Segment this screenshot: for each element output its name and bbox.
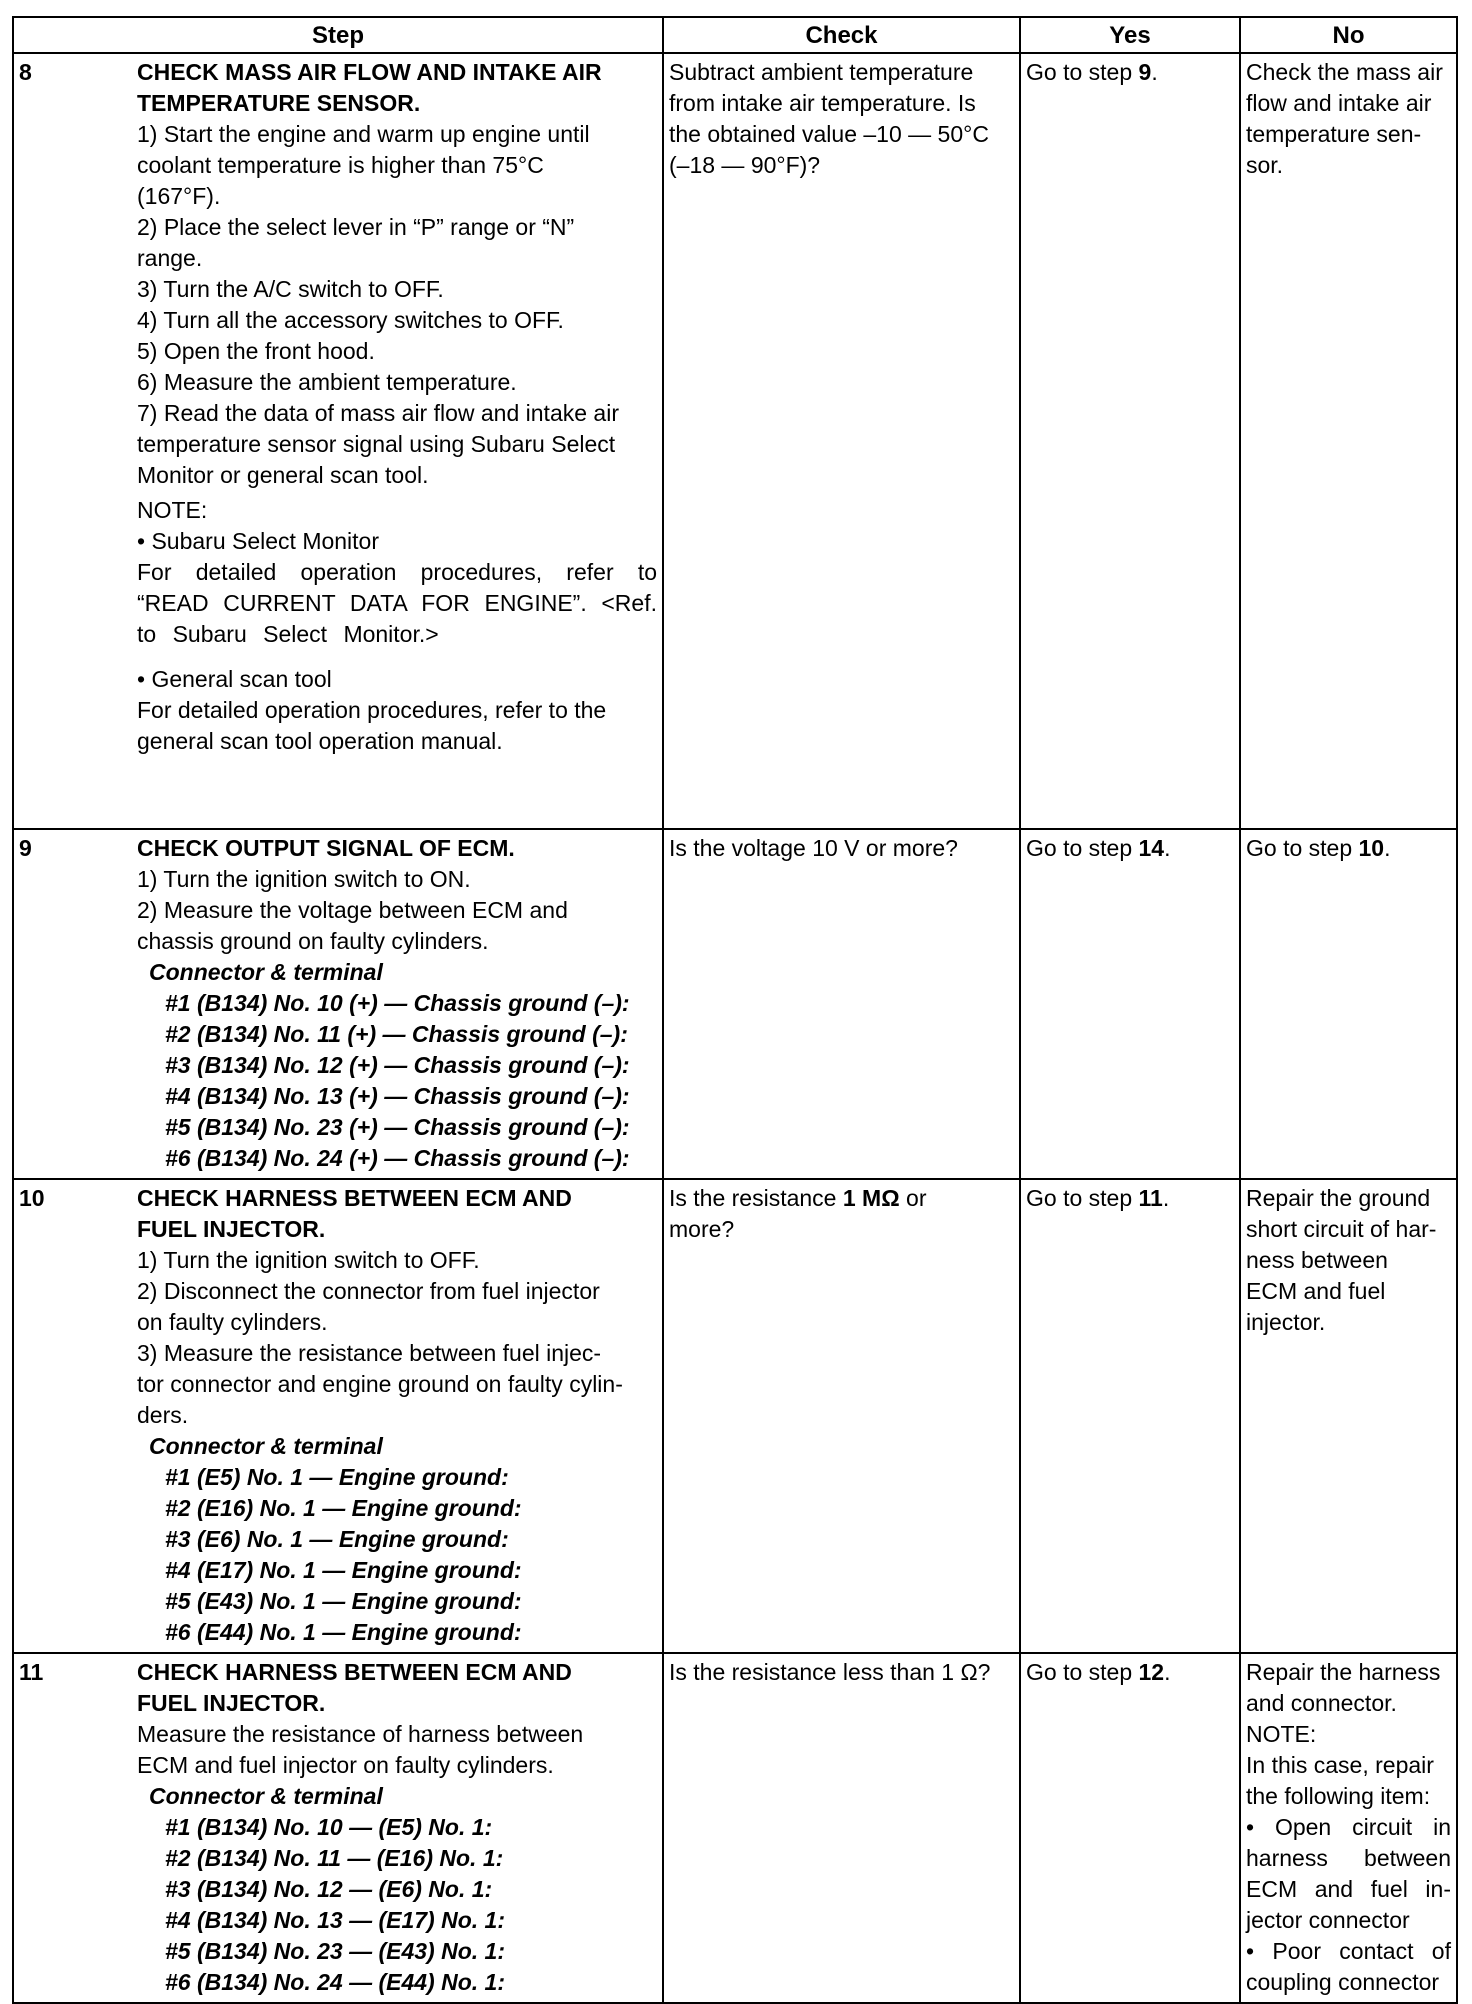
check-cell <box>663 1653 1020 2003</box>
step-number: 10 <box>19 1185 45 1211</box>
connector-terminal: #6 (B134) No. 24 (+) — Chassis ground (–): <box>165 1145 630 1171</box>
header-check: Check <box>663 17 1020 53</box>
no-text: ECM and fuel <box>1246 1278 1386 1304</box>
step-text: 3) Turn the A/C switch to OFF. <box>137 276 444 302</box>
note-label: NOTE: <box>137 497 208 523</box>
yes-cell <box>1020 53 1240 829</box>
note-text: the following item: <box>1246 1783 1431 1809</box>
yes-text: Go to step <box>1026 835 1139 861</box>
step-text: 2) Place the select lever in “P” range or “N” <box>137 214 575 240</box>
connector-terminal: #4 (B134) No. 13 (+) — Chassis ground (–): <box>165 1083 630 1109</box>
connector-terminal: #2 (B134) No. 11 (+) — Chassis ground (–): <box>165 1021 628 1047</box>
note-text: ECM and fuel in- <box>1246 1876 1451 1902</box>
step-text: 5) Open the front hood. <box>137 338 375 364</box>
table-row <box>13 1653 1457 2003</box>
check-cell <box>663 53 1020 829</box>
step-text: 7) Read the data of mass air flow and intake air <box>137 400 619 426</box>
check-text <box>669 1183 1014 1214</box>
step-text: 2) Measure the voltage between ECM and <box>137 897 568 923</box>
no-text: injector. <box>1246 1309 1326 1335</box>
step-title: CHECK OUTPUT SIGNAL OF ECM. <box>137 835 515 861</box>
yes-step-number: 9 <box>1138 59 1152 85</box>
step-title: CHECK HARNESS BETWEEN ECM AND <box>137 1659 572 1685</box>
step-cell <box>13 1653 663 2003</box>
step-text: 2) Disconnect the connector from fuel injector <box>137 1278 600 1304</box>
no-text: short circuit of har- <box>1246 1216 1437 1242</box>
no-suffix: . <box>1384 835 1391 861</box>
step-number: 11 <box>19 1659 44 1685</box>
no-text: and connector. <box>1246 1690 1397 1716</box>
connector-terminal: #3 (B134) No. 12 — (E6) No. 1: <box>165 1876 493 1902</box>
note-text: • General scan tool <box>137 666 332 692</box>
diagnostic-table <box>12 16 1458 2004</box>
yes-text: Go to step <box>1026 59 1139 85</box>
note-text: • Open circuit in <box>1246 1814 1451 1840</box>
step-title: CHECK HARNESS BETWEEN ECM AND <box>137 1185 572 1211</box>
connector-terminal: #4 (B134) No. 13 — (E17) No. 1: <box>165 1907 505 1933</box>
connector-terminal: #2 (B134) No. 11 — (E16) No. 1: <box>165 1845 504 1871</box>
yes-cell <box>1020 1179 1240 1653</box>
connector-terminal: #5 (E43) No. 1 — Engine ground: <box>165 1588 522 1614</box>
note-text: In this case, repair <box>1246 1752 1434 1778</box>
step-text: (167°F). <box>137 183 221 209</box>
connector-terminal: #6 (E44) No. 1 — Engine ground: <box>165 1619 522 1645</box>
connector-terminal: #5 (B134) No. 23 (+) — Chassis ground (–): <box>165 1114 630 1140</box>
note-text: coupling connector <box>1246 1969 1440 1995</box>
yes-text: Go to step <box>1026 1185 1139 1211</box>
step-number: 9 <box>19 835 32 861</box>
step-title: TEMPERATURE SENSOR. <box>137 90 421 116</box>
note-text: • Subaru Select Monitor <box>137 528 380 554</box>
step-text: tor connector and engine ground on faulty cylin- <box>137 1371 623 1397</box>
connector-terminal: #3 (B134) No. 12 (+) — Chassis ground (–): <box>165 1052 630 1078</box>
step-text: range. <box>137 245 203 271</box>
no-cell <box>1240 1179 1457 1653</box>
step-text: temperature sensor signal using Subaru Select <box>137 431 616 457</box>
yes-cell <box>1020 829 1240 1179</box>
note-text: general scan tool operation manual. <box>137 728 503 754</box>
step-number: 8 <box>19 59 32 85</box>
no-text: Go to step <box>1246 835 1359 861</box>
check-text: from intake air temperature. Is <box>669 90 976 116</box>
step-cell <box>13 1179 663 1653</box>
step-text: 1) Turn the ignition switch to ON. <box>137 866 471 892</box>
yes-step-number: 12 <box>1138 1659 1165 1685</box>
check-text: (–18 — 90°F)? <box>669 152 821 178</box>
connector-terminal: #6 (B134) No. 24 — (E44) No. 1: <box>165 1969 505 1995</box>
step-cell <box>13 829 663 1179</box>
note-text: “READ CURRENT DATA FOR ENGINE”. <Ref. <box>137 590 657 616</box>
note-text: For detailed operation procedures, refer to the <box>137 697 607 723</box>
step-text: 3) Measure the resistance between fuel injec- <box>137 1340 602 1366</box>
yes-step-number: 14 <box>1138 835 1165 861</box>
step-text: Monitor or general scan tool. <box>137 462 429 488</box>
table-header-row <box>13 17 1457 53</box>
step-text: on faulty cylinders. <box>137 1309 328 1335</box>
check-text: Is the resistance less than 1 Ω? <box>669 1659 991 1685</box>
check-text: Is the voltage 10 V or more? <box>669 835 958 861</box>
header-no: No <box>1240 17 1457 53</box>
connector-terminal: #1 (B134) No. 10 — (E5) No. 1: <box>165 1814 493 1840</box>
no-step-number: 10 <box>1358 835 1385 861</box>
connector-heading: Connector & terminal <box>149 1433 383 1459</box>
yes-suffix: . <box>1151 59 1158 85</box>
check-cell <box>663 1179 1020 1653</box>
step-text: 6) Measure the ambient temperature. <box>137 369 517 395</box>
yes-cell <box>1020 1653 1240 2003</box>
connector-heading: Connector & terminal <box>149 1783 383 1809</box>
note-text: harness between <box>1246 1845 1451 1871</box>
step-text: 1) Turn the ignition switch to OFF. <box>137 1247 480 1273</box>
step-title: FUEL INJECTOR. <box>137 1216 326 1242</box>
note-text: For detailed operation procedures, refer to <box>137 559 657 585</box>
check-text-part: Is the resistance <box>669 1185 843 1211</box>
step-text: 4) Turn all the accessory switches to OFF. <box>137 307 564 333</box>
step-cell <box>13 53 663 829</box>
step-text: coolant temperature is higher than 75°C <box>137 152 544 178</box>
connector-terminal: #3 (E6) No. 1 — Engine ground: <box>165 1526 509 1552</box>
yes-step-number: 11 <box>1138 1185 1163 1211</box>
check-text-part: or <box>899 1185 927 1211</box>
note-text: to Subaru Select Monitor.> <box>137 621 439 647</box>
check-cell <box>663 829 1020 1179</box>
table-row <box>13 829 1457 1179</box>
no-text: Repair the harness <box>1246 1659 1441 1685</box>
step-text: chassis ground on faulty cylinders. <box>137 928 489 954</box>
step-text: 1) Start the engine and warm up engine until <box>137 121 590 147</box>
connector-terminal: #2 (E16) No. 1 — Engine ground: <box>165 1495 522 1521</box>
check-text: the obtained value –10 — 50°C <box>669 121 989 147</box>
connector-heading: Connector & terminal <box>149 959 383 985</box>
step-title: FUEL INJECTOR. <box>137 1690 326 1716</box>
connector-terminal: #1 (B134) No. 10 (+) — Chassis ground (–): <box>165 990 630 1016</box>
connector-terminal: #4 (E17) No. 1 — Engine ground: <box>165 1557 522 1583</box>
table-row <box>13 1179 1457 1653</box>
no-text: flow and intake air <box>1246 90 1432 116</box>
note-text: jector connector <box>1246 1907 1410 1933</box>
header-yes: Yes <box>1020 17 1240 53</box>
no-text: Check the mass air <box>1246 59 1443 85</box>
check-value: 1 MΩ <box>842 1185 900 1211</box>
no-text: Repair the ground <box>1246 1185 1431 1211</box>
connector-terminal: #5 (B134) No. 23 — (E43) No. 1: <box>165 1938 505 1964</box>
no-cell <box>1240 1653 1457 2003</box>
connector-terminal: #1 (E5) No. 1 — Engine ground: <box>165 1464 509 1490</box>
check-text: Subtract ambient temperature <box>669 59 974 85</box>
no-text: sor. <box>1246 152 1284 178</box>
no-cell <box>1240 53 1457 829</box>
note-label: NOTE: <box>1246 1721 1317 1747</box>
note-text: • Poor contact of <box>1246 1938 1451 1964</box>
step-text: ders. <box>137 1402 189 1428</box>
step-text: ECM and fuel injector on faulty cylinders. <box>137 1752 554 1778</box>
header-step: Step <box>13 17 663 53</box>
no-cell <box>1240 829 1457 1179</box>
step-text: Measure the resistance of harness between <box>137 1721 584 1747</box>
yes-suffix: . <box>1164 1659 1171 1685</box>
yes-suffix: . <box>1162 1185 1170 1211</box>
check-text: more? <box>669 1216 735 1242</box>
no-text: ness between <box>1246 1247 1388 1273</box>
step-title: CHECK MASS AIR FLOW AND INTAKE AIR <box>137 59 602 85</box>
yes-suffix: . <box>1164 835 1171 861</box>
no-text: temperature sen- <box>1246 121 1422 147</box>
yes-text: Go to step <box>1026 1659 1139 1685</box>
table-row <box>13 53 1457 829</box>
